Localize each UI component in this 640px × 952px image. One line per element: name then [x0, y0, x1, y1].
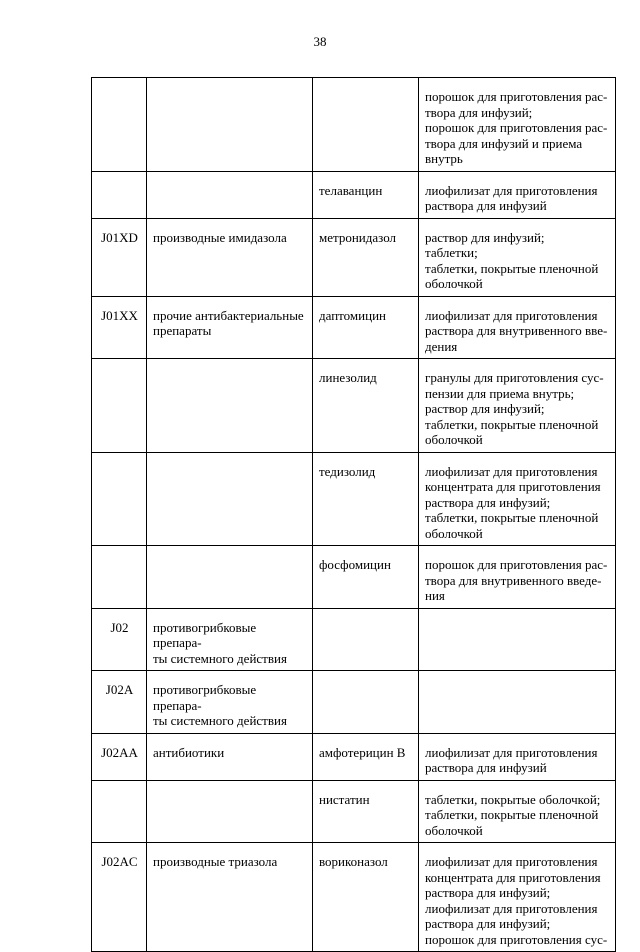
group-name-cell	[147, 171, 313, 218]
atc-code-cell	[92, 452, 147, 546]
table-row	[92, 171, 616, 218]
atc-code-cell: J02AC	[92, 843, 147, 952]
table-row	[92, 218, 616, 296]
table-row	[92, 452, 616, 546]
drug-name-cell	[313, 671, 419, 734]
group-name-cell: производные имидазола	[147, 218, 313, 296]
atc-code-cell	[92, 359, 147, 453]
table-row	[92, 608, 616, 671]
drug-table	[91, 77, 616, 952]
atc-code-cell	[92, 546, 147, 609]
dosage-form-cell: порошок для приготовления рас- твора для инфузий; порошок для приготовления рас- твора для инфузий и приема внутрь	[419, 78, 616, 172]
dosage-form-cell: порошок для приготовления рас- твора для внутривенного введе- ния	[419, 546, 616, 609]
dosage-form-cell: гранулы для приготовления сус- пензии для приема внутрь; раствор для инфузий; таблетки, покрытые пленочной оболочкой	[419, 359, 616, 453]
drug-name-cell: телаванцин	[313, 171, 419, 218]
table-row	[92, 671, 616, 734]
table-row	[92, 296, 616, 359]
drug-name-cell: линезолид	[313, 359, 419, 453]
table-row	[92, 843, 616, 952]
atc-code-cell: J01XD	[92, 218, 147, 296]
group-name-cell: противогрибковые препара- ты системного действия	[147, 671, 313, 734]
drug-name-cell	[313, 78, 419, 172]
drug-name-cell: нистатин	[313, 780, 419, 843]
group-name-cell	[147, 780, 313, 843]
drug-name-cell: даптомицин	[313, 296, 419, 359]
dosage-form-cell	[419, 671, 616, 734]
group-name-cell	[147, 452, 313, 546]
drug-name-cell: тедизолид	[313, 452, 419, 546]
table-row	[92, 546, 616, 609]
table-row	[92, 733, 616, 780]
atc-code-cell	[92, 780, 147, 843]
atc-code-cell: J02A	[92, 671, 147, 734]
group-name-cell	[147, 546, 313, 609]
table-row	[92, 78, 616, 172]
group-name-cell	[147, 359, 313, 453]
dosage-form-cell: лиофилизат для приготовления раствора для инфузий	[419, 733, 616, 780]
group-name-cell: антибиотики	[147, 733, 313, 780]
dosage-form-cell: таблетки, покрытые оболочкой; таблетки, покрытые пленочной оболочкой	[419, 780, 616, 843]
dosage-form-cell: лиофилизат для приготовления раствора для инфузий	[419, 171, 616, 218]
group-name-cell: производные триазола	[147, 843, 313, 952]
page-number: 38	[313, 34, 327, 49]
atc-code-cell: J02	[92, 608, 147, 671]
dosage-form-cell	[419, 608, 616, 671]
drug-name-cell: вориконазол	[313, 843, 419, 952]
table-row	[92, 359, 616, 453]
drug-name-cell: амфотерицин В	[313, 733, 419, 780]
atc-code-cell: J01XX	[92, 296, 147, 359]
drug-name-cell: фосфомицин	[313, 546, 419, 609]
dosage-form-cell: лиофилизат для приготовления раствора для внутривенного вве- дения	[419, 296, 616, 359]
atc-code-cell: J02AA	[92, 733, 147, 780]
dosage-form-cell: раствор для инфузий; таблетки; таблетки, покрытые пленочной оболочкой	[419, 218, 616, 296]
atc-code-cell	[92, 78, 147, 172]
group-name-cell: противогрибковые препара- ты системного действия	[147, 608, 313, 671]
table-row	[92, 780, 616, 843]
dosage-form-cell: лиофилизат для приготовления концентрата для приготовления раствора для инфузий; таблетки, покрытые пленочной оболочкой	[419, 452, 616, 546]
dosage-form-cell: лиофилизат для приготовления концентрата для приготовления раствора для инфузий; лиофилизат для приготовления раствора для инфузий; порошок для приготовления сус-	[419, 843, 616, 952]
atc-code-cell	[92, 171, 147, 218]
drug-name-cell	[313, 608, 419, 671]
group-name-cell	[147, 78, 313, 172]
drug-name-cell: метронидазол	[313, 218, 419, 296]
group-name-cell: прочие антибактериальные препараты	[147, 296, 313, 359]
